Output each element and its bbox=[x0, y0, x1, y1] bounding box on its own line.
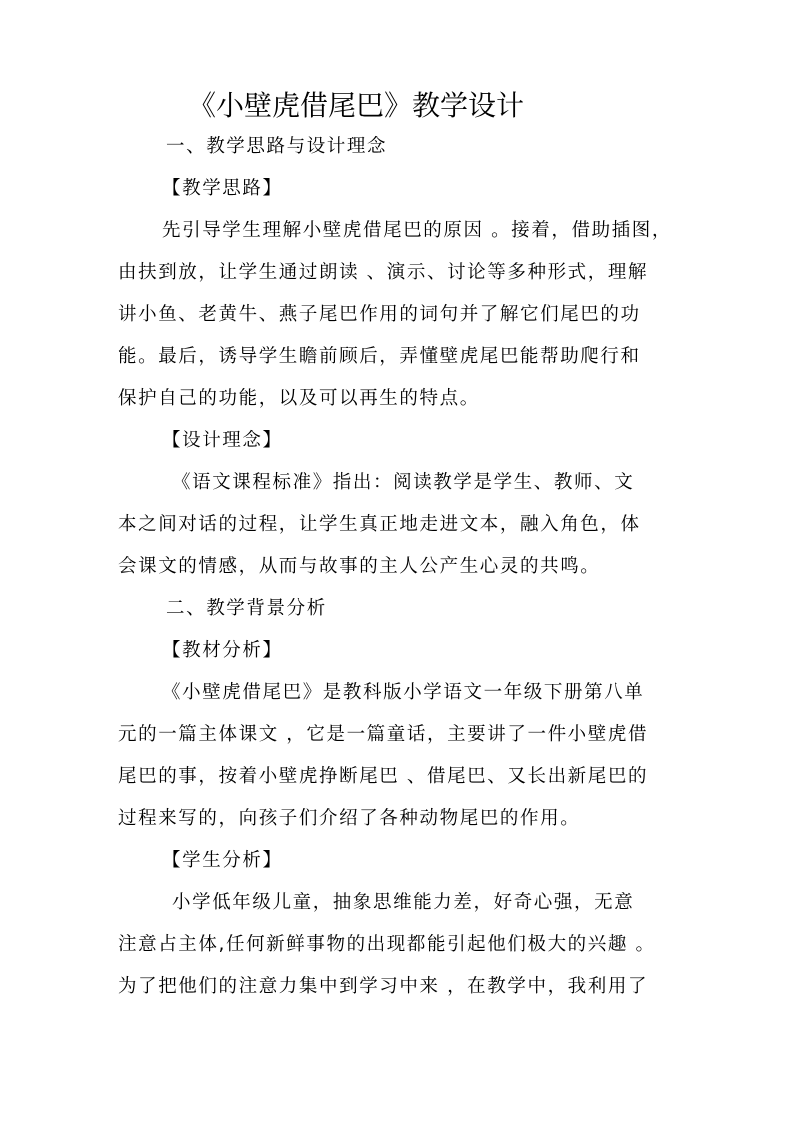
paragraph-line: 本之间对话的过程，让学生真正地走进文本，融入角色，体 bbox=[118, 514, 641, 535]
paragraph-line: 元的一篇主体课文 ，它是一篇童话，主要讲了一件小壁虎借 bbox=[118, 724, 649, 745]
paragraph-line: 《语文课程标准》指出：阅读教学是学生、教师、文 bbox=[172, 472, 635, 493]
section-heading-2: 二、教学背景分析 bbox=[166, 598, 327, 619]
paragraph-line: 会课文的情感，从而与故事的主人公产生心灵的共鸣。 bbox=[118, 556, 601, 577]
paragraph-line: 先引导学生理解小壁虎借尾巴的原因 。接着，借助插图， bbox=[162, 220, 672, 241]
paragraph-line: 过程来写的，向孩子们介绍了各种动物尾巴的作用。 bbox=[118, 808, 581, 829]
paragraph-line: 《小壁虎借尾巴》是教科版小学语文一年级下册第八单 bbox=[162, 682, 645, 703]
section-heading-1: 一、教学思路与设计理念 bbox=[166, 136, 388, 157]
paragraph-line: 尾巴的事，按着小壁虎挣断尾巴 、借尾巴、又长出新尾巴的 bbox=[118, 766, 649, 787]
document-title: 《小壁虎借尾巴》教学设计 bbox=[188, 89, 525, 122]
paragraph-line: 注意占主体,任何新鲜事物的出现都能引起他们极大的兴趣 。 bbox=[118, 934, 656, 955]
subsection-label-student: 【学生分析】 bbox=[162, 850, 283, 871]
paragraph-line: 由扶到放，让学生通过朗读 、演示、讨论等多种形式，理解 bbox=[118, 262, 649, 283]
subsection-label-thinking: 【教学思路】 bbox=[162, 178, 283, 199]
subsection-label-material: 【教材分析】 bbox=[162, 640, 283, 661]
subsection-label-concept: 【设计理念】 bbox=[162, 430, 283, 451]
paragraph-line: 为了把他们的注意力集中到学习中来 ，在教学中，我利用了 bbox=[118, 976, 649, 997]
paragraph-line: 小学低年级儿童，抽象思维能力差，好奇心强，无意 bbox=[172, 892, 635, 913]
paragraph-line: 能。最后，诱导学生瞻前顾后，弄懂壁虎尾巴能帮助爬行和 bbox=[118, 346, 641, 367]
paragraph-line: 保护自己的功能，以及可以再生的特点。 bbox=[118, 388, 480, 409]
paragraph-line: 讲小鱼、老黄牛、燕子尾巴作用的词句并了解它们尾巴的功 bbox=[118, 304, 641, 325]
